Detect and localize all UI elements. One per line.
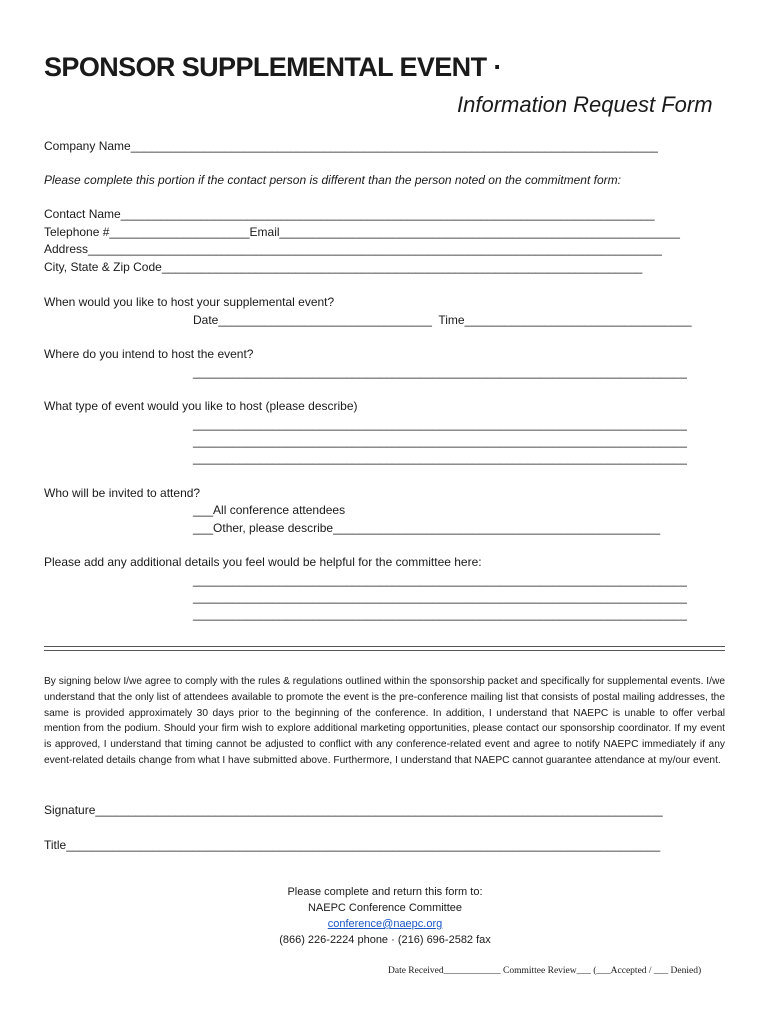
form-title: SPONSOR SUPPLEMENTAL EVENT · — [44, 52, 502, 82]
contact-instruction: Please complete this portion if the contact person is different than the person noted on the commitment form: — [44, 173, 621, 187]
committee-name: NAEPC Conference Committee — [307, 902, 463, 914]
contact-name-field[interactable]: Contact Name________________________________________________________________________________ — [44, 207, 655, 221]
question-when: When would you like to host your supplemental event? — [44, 295, 335, 309]
invited-option-all[interactable]: ___All conference attendees — [193, 503, 346, 517]
signature-field[interactable]: Signature_____________________________________________________________________________________ — [44, 803, 663, 817]
details-answer-line[interactable]: __________________________________________________________________________ — [193, 607, 687, 621]
where-answer-line[interactable]: __________________________________________________________________________ — [193, 365, 687, 379]
city-state-zip-field[interactable]: City, State & Zip Code________________________________________________________________________ — [44, 260, 643, 274]
question-invited: Who will be invited to attend? — [44, 486, 201, 500]
question-details: Please add any additional details you feel would be helpful for the committee here: — [44, 555, 482, 569]
form-subtitle: Information Request Form — [457, 92, 713, 117]
separator-line — [44, 650, 725, 651]
details-answer-line[interactable]: __________________________________________________________________________ — [193, 573, 687, 587]
question-type: What type of event would you like to host (please describe) — [44, 399, 358, 413]
type-answer-line[interactable]: __________________________________________________________________________ — [193, 451, 687, 465]
email-line — [200, 916, 570, 933]
details-answer-line[interactable]: __________________________________________________________________________ — [193, 590, 687, 604]
separator-line — [44, 646, 725, 647]
phone-fax: (866) 226-2224 phone · (216) 696-2582 fax — [279, 934, 491, 946]
email-link[interactable]: conference@naepc.org — [327, 918, 443, 930]
title-field[interactable]: Title_________________________________________________________________________________________ — [44, 838, 661, 852]
company-name-field[interactable]: Company Name_______________________________________________________________________________ — [44, 139, 658, 153]
office-use-footer: Date Received____________ Committee Review___ (___Accepted / ___ Denied) — [388, 966, 702, 976]
agreement-paragraph: By signing below I/we agree to comply with the rules & regulations outlined within the sponsorship packet and specifically for supplemental events. I/we understand that the only list of attendees available to promote the event is the pre-conference mailing list that consists of postal mailing addresses, the same is provided approximately 30 days prior to the beginning of the conference. In addition, I understand that NAEPC is unable to offer verbal mention from the podium. Should your firm wish to explore additional marketing opportunities, please contact our sponsorship coordinator. If my event is approved, I understand that timing cannot be adjusted to conflict with any conference-related event and agree to notify NAEPC immediately if any event-related details change from what I have submitted above. Furthermore, I understand that NAEPC cannot guarantee attendance at my/our event. — [44, 676, 725, 766]
type-answer-line[interactable]: __________________________________________________________________________ — [193, 434, 687, 448]
telephone-email-field[interactable]: Telephone #_____________________Email____________________________________________________________ — [44, 225, 680, 239]
return-instructions: Please complete and return this form to: — [287, 886, 483, 898]
invited-option-other[interactable]: ___Other, please describe_________________________________________________ — [193, 521, 661, 535]
date-time-field[interactable]: Date________________________________ Time__________________________________ — [193, 313, 692, 327]
address-field[interactable]: Address______________________________________________________________________________________ — [44, 242, 662, 256]
type-answer-line[interactable]: __________________________________________________________________________ — [193, 417, 687, 431]
question-where: Where do you intend to host the event? — [44, 347, 254, 361]
